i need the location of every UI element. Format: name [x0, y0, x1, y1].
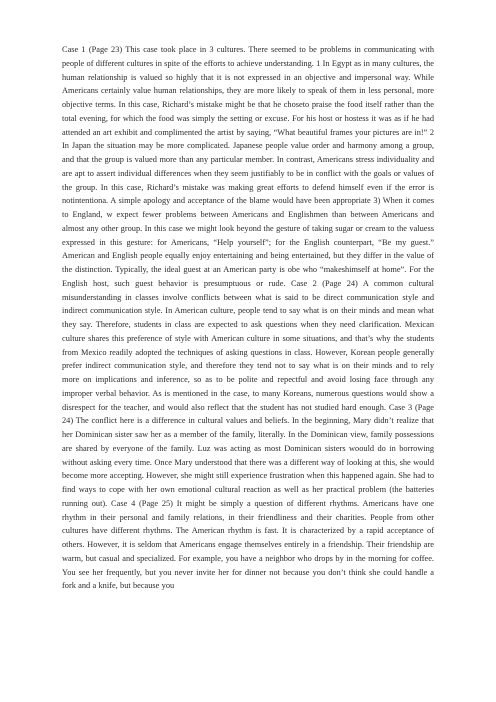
body-text: Case 1 (Page 23) This case took place in 3 cultures. There seemed to be problems in communicating with people of different cultures in spite of the efforts to achieve understanding. 1 In Egypt as in many cultures, the human relationship is valued so highly that it is not expressed in an objective and impersonal way. While Americans certainly value human relationships, they are more likely to speak of them in less personal, more objective terms. In this case, Richard’s mistake might be that he choseto praise the food itself rather than the total evening, for which the food was simply the setting or excuse. For his host or hostess it was as if he had attended an art exhibit and complimented the artist by saying, “What beautiful frames your pictures are in!” 2 In Japan the situation may be more complicated. Japanese people value order and harmony among a group, and that the group is valued more than any particular member. In contrast, Americans stress individuality and are apt to assert individual differences when they seem justifiably to be in conflict with the goals or values of the group. In this case, Richard’s mistake was making great efforts to defend himself even if the error is notintentiona. A simple apology and acceptance of the blame would have been appropriate 3) When it comes to England, w expect fewer problems between Americans and Englishmen than between Americans and almost any other group. In this case we might look beyond the gesture of taking sugar or cream to the valuess expressed in this gesture: for Americans, “Help yourself”; for the English counterpart, “Be my guest.” American and English people equally enjoy entertaining and being entertained, but they differ in the value of the distinction. Typically, the ideal guest at an American party is obe who “makeshimself at home”. For the English host, such guest behavior is presumptuous or rude. Case 2 (Page 24) A common cultural misunderstanding in classes involve conflicts between what is said to be direct communication style and indirect communication style. In American culture, people tend to say what is on their minds and mean what they say. Therefore, students in class are expected to ask questions when they need clarification. Mexican culture shares this preference of style with American culture in some situations, and that’s why the students from Mexico readily adopted the techniques of asking questions in class. However, Korean people generally prefer indirect communication style, and therefore they tend not to say what is on their minds and to rely more on implications and inference, so as to be polite and repectful and avoid losing face through any improper verbal behavior. As is mentioned in the case, to many Koreans, numerous questions would show a disrespect for the teacher, and would also reflect that the student has not studied hard enough. Case 3 (Page 24) The conflict here is a difference in cultural values and beliefs. In the beginning, Mary didn’t realize that her Dominican sister saw her as a member of the family, literally. In the Dominican view, family possessions are shared by everyone of the family. Luz was acting as most Dominican sisters woould do in borrowing without asking every time. Once Mary understood that there was a different way of looking at this, she would become more accepting. However, she might still experience frustration when this happened again. She had to find ways to cope with her own emotional cultural reaction as well as her practical problem (the batteries running out). Case 4 (Page 25) It might be simply a question of different rhythms. Americans have one rhythm in their personal and family relations, in their friendliness and their charities. People from other cultures have different rhythms. The American rhythm is fast. It is characterized by a rapid acceptance of others. However, it is seldom that Americans engage themselves entirely in a friendship. Their friendship are warm, but casual and specialized. For example, you have a neighbor who drops by in the morning for coffee. You see her frequently, but you never invite her for dinner not because you don’t think she could handle a fork and a knife, but because you — [62, 45, 434, 591]
